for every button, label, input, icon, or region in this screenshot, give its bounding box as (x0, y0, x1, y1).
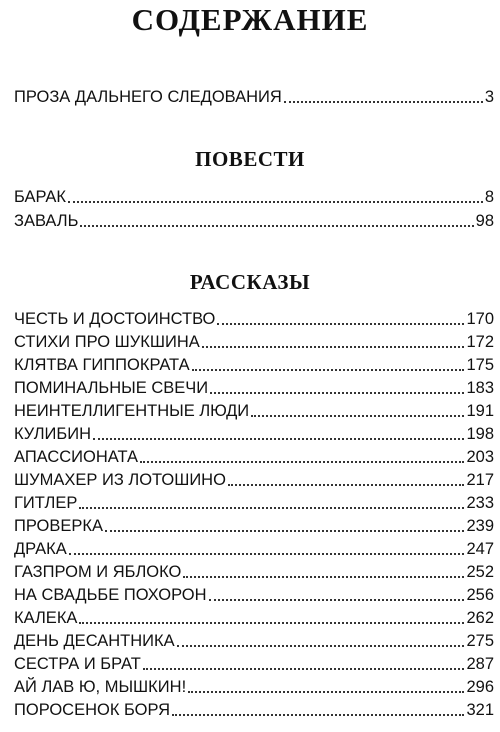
dot-leader (79, 507, 464, 509)
toc-entry-label: ДЕНЬ ДЕСАНТНИКА (14, 632, 175, 650)
toc-entry-page: 98 (475, 212, 494, 230)
toc-entry[interactable] (14, 630, 494, 652)
toc-entry-label: СЕСТРА И БРАТ (14, 655, 141, 673)
toc-entry[interactable] (14, 469, 494, 491)
toc-entry-label: КЛЯТВА ГИППОКРАТА (14, 356, 190, 374)
toc-entry-label: ПОРОСЕНОК БОРЯ (14, 701, 171, 719)
dot-leader (209, 599, 465, 601)
dot-leader (188, 691, 464, 693)
section-heading-rasskazy: РАССКАЗЫ (189, 270, 311, 294)
dot-leader (143, 668, 465, 670)
toc-entry-intro[interactable] (14, 86, 494, 108)
toc-entry-label: БАРАК (14, 188, 66, 206)
dot-leader (251, 415, 464, 417)
toc-entry-label: ЧЕСТЬ И ДОСТОИНСТВО (14, 310, 216, 328)
toc-entry-label: КУЛИБИН (14, 425, 92, 443)
toc-entry-label: ГАЗПРОМ И ЯБЛОКО (14, 563, 182, 581)
toc-entry[interactable] (14, 515, 494, 537)
dot-leader (210, 392, 464, 394)
toc-entry[interactable] (14, 354, 494, 376)
dot-leader (202, 346, 465, 348)
toc-entry[interactable] (14, 446, 494, 468)
toc-entry-page: 247 (466, 540, 494, 558)
toc-entry[interactable] (14, 210, 494, 232)
toc-entry[interactable] (14, 607, 494, 629)
toc-entry-page: 296 (466, 678, 494, 696)
toc-entry[interactable] (14, 561, 494, 583)
dot-leader (284, 101, 483, 103)
toc-entry-label: ПРОЗА ДАЛЬНЕГО СЛЕДОВАНИЯ (14, 88, 282, 106)
toc-entry-page: 8 (484, 188, 494, 206)
dot-leader (183, 576, 464, 578)
toc-entry-page: 262 (466, 609, 494, 627)
section-heading-povesti: ПОВЕСТИ (195, 147, 305, 171)
dot-leader (80, 225, 473, 227)
toc-entry-page: 183 (466, 379, 494, 397)
dot-leader (177, 645, 465, 647)
dot-leader (69, 553, 465, 555)
page-title: СОДЕРЖАНИЕ (131, 2, 369, 37)
dot-leader (228, 484, 465, 486)
toc-entry-page: 170 (466, 310, 494, 328)
toc-entry-label: ШУМАХЕР ИЗ ЛОТОШИНО (14, 471, 226, 489)
dot-leader (172, 714, 464, 716)
toc-entry[interactable] (14, 538, 494, 560)
toc-entry[interactable] (14, 492, 494, 514)
toc-entry[interactable] (14, 423, 494, 445)
toc-entry-page: 203 (466, 448, 494, 466)
toc-entry-label: НЕИНТЕЛЛИГЕНТНЫЕ ЛЮДИ (14, 402, 250, 420)
toc-entry-label: АЙ ЛАВ Ю, МЫШКИН! (14, 678, 187, 696)
toc-entry-label: СТИХИ ПРО ШУКШИНА (14, 333, 200, 351)
toc-entry-label: ПОМИНАЛЬНЫЕ СВЕЧИ (14, 379, 209, 397)
toc-entry-label: НА СВАДЬБЕ ПОХОРОН (14, 586, 207, 604)
toc-entry-page: 239 (466, 517, 494, 535)
toc-entry-page: 198 (466, 425, 494, 443)
toc-entry-page: 172 (466, 333, 494, 351)
dot-leader (68, 201, 483, 203)
toc-entry-page: 287 (466, 655, 494, 673)
toc-entry[interactable] (14, 308, 494, 330)
toc-entry-page: 3 (484, 88, 494, 106)
dot-leader (105, 530, 464, 532)
toc-entry[interactable] (14, 186, 494, 208)
toc-entry-label: ДРАКА (14, 540, 67, 558)
dot-leader (140, 461, 464, 463)
toc-entry-page: 191 (466, 402, 494, 420)
toc-entry[interactable] (14, 699, 494, 721)
dot-leader (192, 369, 465, 371)
toc-entry-label: ГИТЛЕР (14, 494, 78, 512)
toc-entry-page: 252 (466, 563, 494, 581)
toc-entry-label: ЗАВАЛЬ (14, 212, 79, 230)
toc-entry-page: 233 (466, 494, 494, 512)
dot-leader (217, 323, 464, 325)
toc-entry[interactable] (14, 400, 494, 422)
toc-entry-page: 175 (466, 356, 494, 374)
toc-entry-page: 275 (466, 632, 494, 650)
toc-entry-label: КАЛЕКА (14, 609, 78, 627)
toc-entry[interactable] (14, 653, 494, 675)
toc-entry-page: 217 (466, 471, 494, 489)
toc-entry-label: АПАССИОНАТА (14, 448, 139, 466)
toc-entry[interactable] (14, 377, 494, 399)
toc-entry[interactable] (14, 331, 494, 353)
toc-entry-page: 256 (466, 586, 494, 604)
toc-entry[interactable] (14, 584, 494, 606)
dot-leader (93, 438, 464, 440)
toc-entry[interactable] (14, 676, 494, 698)
toc-entry-label: ПРОВЕРКА (14, 517, 103, 535)
dot-leader (79, 622, 464, 624)
toc-entry-page: 321 (466, 701, 494, 719)
